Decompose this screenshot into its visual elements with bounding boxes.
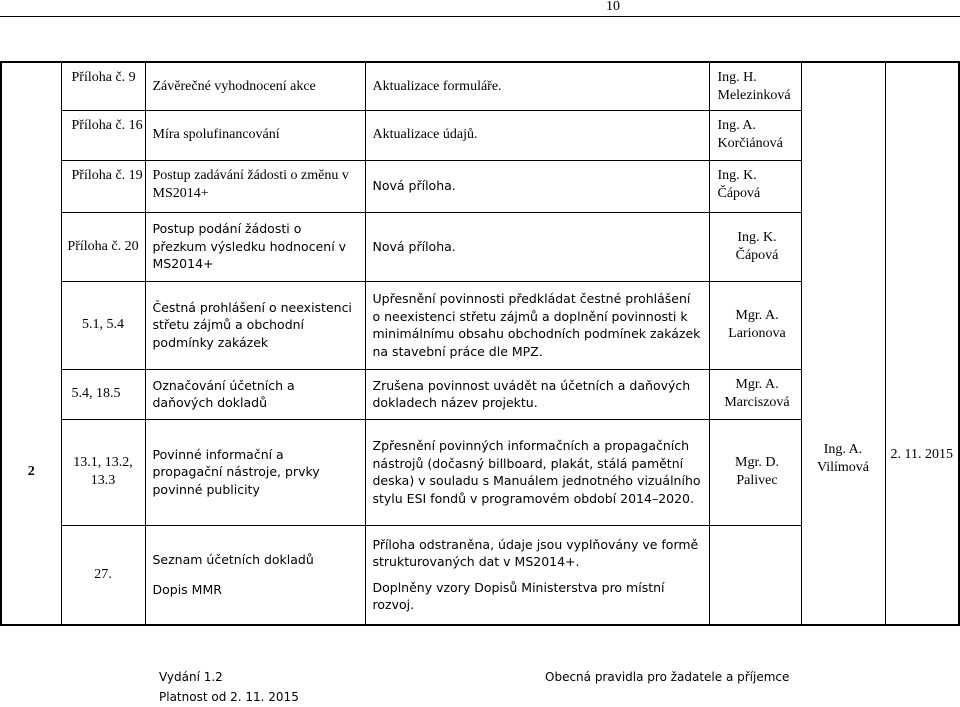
change-log-table [0, 61, 960, 626]
row-part: 13.1, 13.2, 13.3 [73, 455, 133, 488]
row-author: Ing. A. Korčiánová [717, 117, 783, 151]
footer-valid-from: Platnost od 2. 11. 2015 [159, 690, 299, 704]
row-author: Ing. K. Čápová [717, 167, 761, 201]
footer-doc-title: Obecná pravidla pro žadatele a příjemce [545, 670, 790, 684]
row-part: 27. [94, 566, 112, 582]
row-author: Mgr. A. Marciszová [724, 377, 790, 410]
row-author: Ing. K. Čápová [735, 229, 779, 263]
row-title: Míra spolufinancování [152, 126, 280, 142]
row-title: Povinné informační a propagační nástroje, prvky povinné publicity [152, 446, 320, 497]
row-change: Nová příloha. [372, 178, 456, 194]
row-part: Příloha č. 9 [71, 70, 136, 85]
row-title: Postup podání žádosti o přezkum výsledku hodnocení v MS2014+ [152, 221, 347, 272]
table-row [1, 160, 959, 212]
row-part: 5.1, 5.4 [82, 317, 124, 332]
page-number: 10 [606, 0, 620, 14]
table-row [1, 62, 959, 110]
row-author: Mgr. A. Larionova [728, 308, 786, 341]
approval-date: 2. 11. 2015 [890, 447, 953, 462]
row-change: Zpřesnění povinných informačních a propagačních nástrojů (dočasný billboard, plakát, stálá pamětní deska) v souladu s Manuálem jednotného vizuálního stylu ESI fondů v programovém období 2014–2020. [372, 438, 701, 506]
version-number: 2 [1, 419, 61, 525]
table-row [1, 281, 959, 369]
table-row [1, 419, 959, 525]
table-row [1, 212, 959, 281]
footer-edition-block [159, 667, 299, 707]
footer-edition: Vydání 1.2 [159, 670, 223, 684]
row-author: Mgr. D. Palivec [735, 455, 779, 488]
row-change: Upřesnění povinnosti předkládat čestné prohlášení o neexistenci střetu zájmů a doplnění povinnosti k minimálnímu obsahu obchodních podmínek zakázek na stavební práce dle MPZ. [372, 291, 701, 359]
row-change: Aktualizace formuláře. [372, 79, 502, 94]
row-part: 5.4, 18.5 [71, 386, 121, 401]
row-title-2: Dopis MMR [152, 581, 222, 597]
header-rule [0, 16, 960, 17]
row-change: Nová příloha. [372, 238, 456, 254]
table-row [1, 525, 959, 625]
row-change-2: Doplněny vzory Dopisů Ministerstva pro místní rozvoj. [372, 579, 665, 613]
page-footer [0, 667, 960, 706]
table-row [1, 110, 959, 160]
table-row [1, 369, 959, 419]
row-title: Závěrečné vyhodnocení akce [152, 79, 316, 94]
row-title: Označování účetních a daňových dokladů [152, 377, 295, 410]
row-part: Příloha č. 20 [67, 238, 139, 254]
row-title: Postup zadávání žádosti o změnu v MS2014+ [152, 167, 349, 201]
row-title: Seznam účetních dokladů [152, 552, 314, 568]
row-change: Příloha odstraněna, údaje jsou vyplňovány ve formě strukturovaných dat v MS2014+. [372, 536, 699, 570]
row-change: Aktualizace údajů. [372, 126, 478, 142]
row-author: Ing. H. Melezinková [717, 70, 791, 103]
row-change: Zrušena povinnost uvádět na účetních a daňových dokladech název projektu. [372, 377, 691, 410]
row-title: Čestná prohlášení o neexistenci střetu zájmů a obchodní podmínky zakázek [152, 299, 352, 350]
row-author [710, 526, 801, 532]
row-part: Příloha č. 19 [71, 167, 143, 183]
row-part: Příloha č. 16 [71, 117, 143, 133]
approver: Ing. A. Vilímová [816, 442, 870, 475]
